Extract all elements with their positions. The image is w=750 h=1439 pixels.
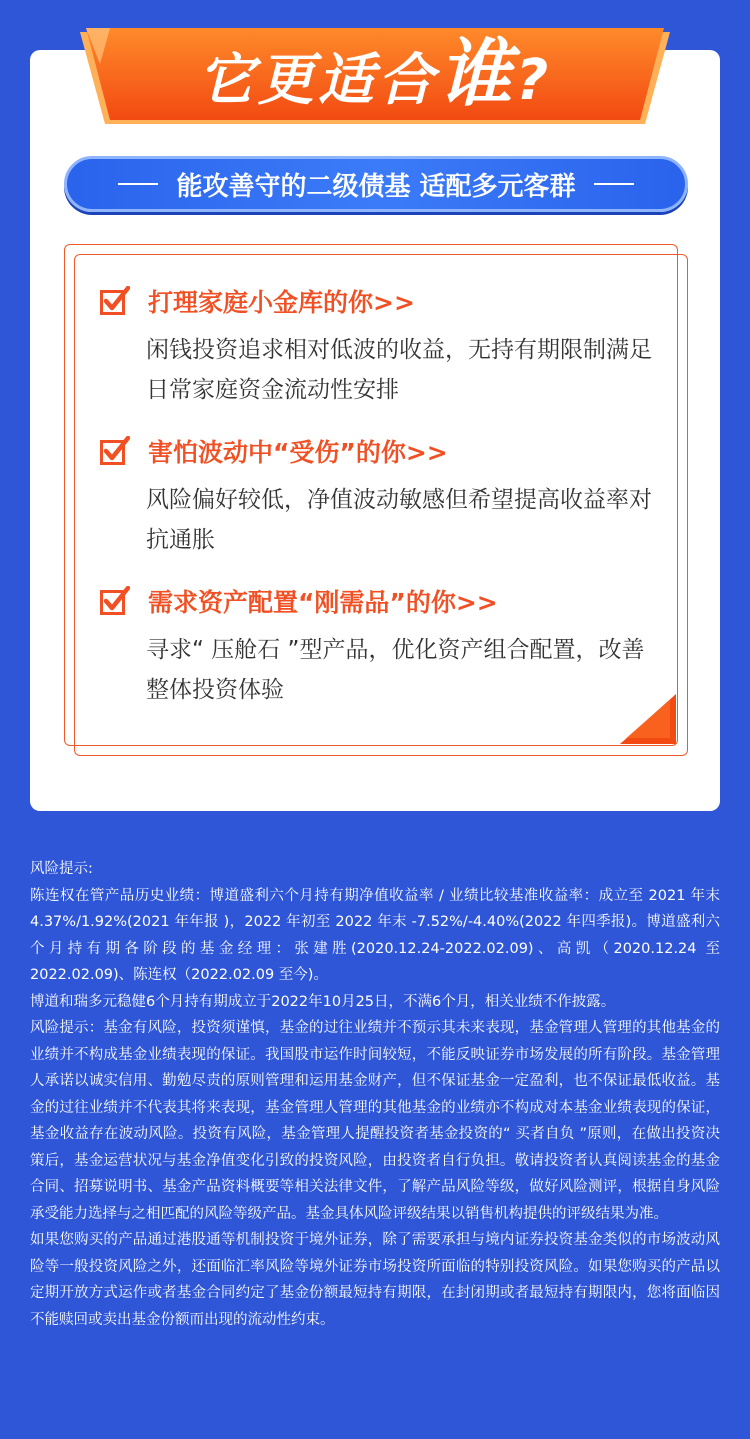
item-desc: 闲钱投资追求相对低波的收益，无持有期限制满足日常家庭资金流动性安排	[146, 337, 652, 403]
subtitle-text: 能攻善守的二级债基 适配多元客群	[176, 171, 576, 202]
title-banner	[80, 24, 670, 124]
item-desc: 风险偏好较低，净值波动敏感但希望提高收益率对抗通胀	[146, 487, 652, 553]
right-dash	[594, 183, 634, 185]
risk-disclaimer	[30, 856, 720, 1333]
disclaimer-paragraph: 如果您购买的产品通过港股通等机制投资于境外证券，除了需要承担与境内证券投资基金类似的市场波动风险等一般投资风险之外，还面临汇率风险等境外证券市场投资所面临的特别投资风险。如果您购买的产品以定期开放方式运作或者基金合同约定了基金份额最短持有期限，在封闭期或者最短持有期限内，您将面临因不能赎回或卖出基金份额而出现的流动性约束。	[30, 1232, 720, 1328]
item-title: 害怕波动中“受伤”的你>>	[148, 438, 448, 467]
subtitle-pill	[64, 156, 688, 212]
checkbox-icon	[100, 286, 130, 316]
item-desc: 寻求“ 压舱石 ”型产品，优化资产组合配置，改善整体投资体验	[146, 637, 645, 703]
item-title: 需求资产配置“刚需品”的你>>	[148, 588, 498, 617]
disclaimer-paragraph: 陈连权在管产品历史业绩：博道盛利六个月持有期净值收益率 / 业绩比较基准收益率：成立至 2021 年末 4.37%/1.92%(2021 年年报 )，2022 年初至 2022 年末 -7.52%/-4.40%(2022 年四季报)。博道盛利六个月持有期各阶段的基金经理：张建胜(2020.12.24-2022.02.09)、高凯（2020.12.24 至 2022.02.09)、陈连权（2022.02.09 至今)。	[30, 887, 720, 983]
left-dash	[118, 183, 158, 185]
banner-title-prefix: 它更适合	[197, 48, 438, 113]
item-title: 打理家庭小金库的你>>	[148, 288, 415, 317]
checkbox-icon	[100, 436, 130, 466]
banner-title	[80, 31, 670, 121]
banner-title-suffix: ?	[515, 48, 553, 113]
disclaimer-heading: 风险提示:	[30, 861, 93, 877]
disclaimer-paragraph: 风险提示：基金有风险，投资须谨慎，基金的过往业绩并不预示其未来表现，基金管理人管理的其他基金的业绩并不构成基金业绩表现的保证。我国股市运作时间较短，不能反映证券市场发展的所有阶段。基金管理人承诺以诚实信用、勤勉尽责的原则管理和运用基金财产，但不保证基金一定盈利，也不保证最低收益。基金的过往业绩并不代表其将来表现，基金管理人管理的其他基金的业绩亦不构成对本基金业绩表现的保证，基金收益存在波动风险。投资有风险，基金管理人提醒投资者基金投资的“ 买者自负 ”原则，在做出投资决策后，基金运营状况与基金净值变化引致的投资风险，由投资者自行负担。敬请投资者认真阅读基金的基金合同、招募说明书、基金产品资料概要等相关法律文件，了解产品风险等级，做好风险测评，根据自身风险承受能力选择与之相匹配的风险等级产品。基金具体风险评级结果以销售机构提供的评级结果为准。	[30, 1020, 720, 1222]
disclaimer-paragraph: 博道和瑞多元稳健6个月持有期成立于2022年10月25日，不满6个月，相关业绩不作披露。	[30, 993, 616, 1010]
checkbox-icon	[100, 586, 130, 616]
banner-title-emphasis: 谁	[437, 31, 516, 117]
